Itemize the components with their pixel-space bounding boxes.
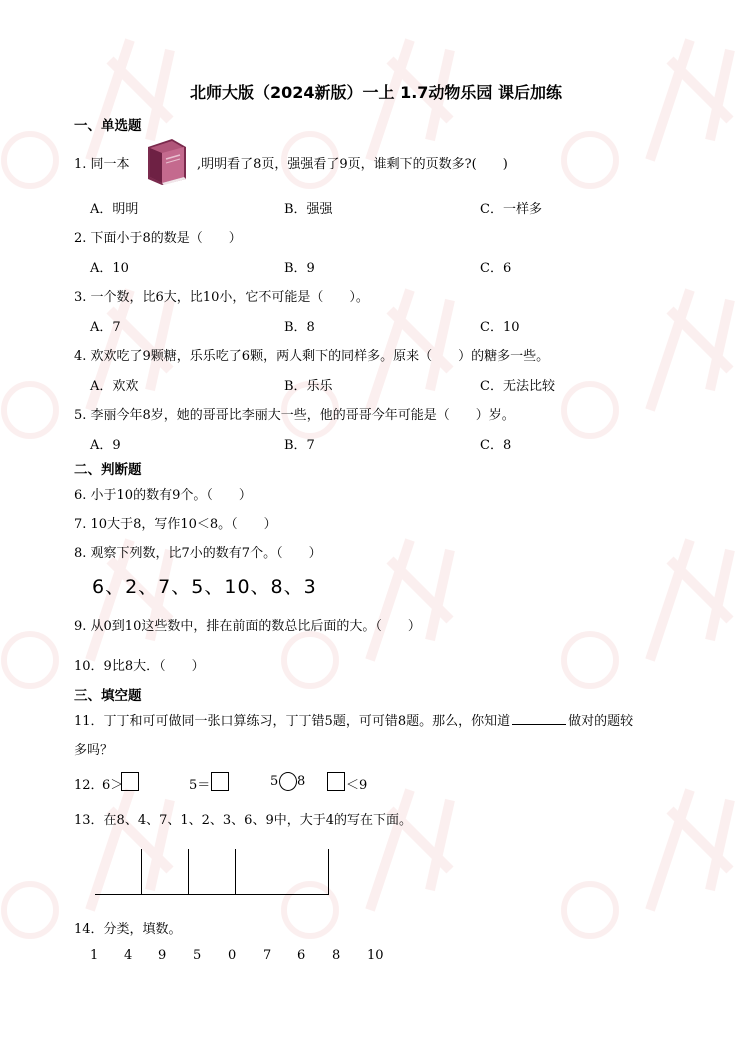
page-title: 北师大版（2024新版）一上 1.7动物乐园 课后加练 [189,83,563,102]
q1-option-b: B．强强 [284,202,333,217]
number-item: 0 [228,948,237,963]
number-item: 5 [193,948,202,963]
q4-option-a: A．欢欢 [90,379,139,394]
question-1 [74,153,130,172]
q5-option-c: C．8 [480,438,512,453]
section-heading-single-choice: 一、单选题 [74,118,142,134]
question-11-post: 做对的题较 [568,714,634,729]
q2-option-a: A．10 [90,261,129,276]
question-7: 7. 10大于8，写作10＜8。（ ） [74,517,277,532]
grid-divider [141,849,142,895]
grid-divider [188,849,189,895]
number-item: 6 [297,948,306,963]
q4-option-c: C．无法比较 [480,379,555,394]
number-item: 9 [158,948,167,963]
q1-option-c: C．一样多 [480,202,542,217]
q5-option-a: A．9 [90,438,121,453]
question-11 [74,710,633,729]
answer-box[interactable] [121,772,139,791]
q12-part-b: 5＝ [189,778,211,793]
answer-circle[interactable] [279,772,297,791]
section-heading-true-false: 二、判断题 [74,462,142,478]
question-8: 8. 观察下列数，比7小的数有7个。（ ） [74,546,322,561]
q12-part-a: 6＞ [102,778,124,793]
number-item: 10 [367,948,384,963]
q12-part-d: ＜9 [346,778,368,793]
question-1-post: ,明明看了8页，强强看了9页，谁剩下的页数多?( ) [197,157,508,172]
q12-part-c2: 8 [297,774,306,789]
question-11-line2: 多吗？ [74,743,114,758]
grid-divider [328,849,329,895]
question-13: 13．在8、4、7、1、2、3、6、9中，大于4的写在下面。 [74,813,412,828]
question-4: 4. 欢欢吃了9颗糖，乐乐吃了6颗，两人剩下的同样多。原来（ ）的糖多一些。 [74,349,550,364]
question-10: 10．9比8大．（ ） [74,659,205,674]
number-item: 4 [124,948,133,963]
number-item: 7 [263,948,272,963]
question-5: 5. 李丽今年8岁，她的哥哥比李丽大一些，他的哥哥今年可能是（ ）岁。 [74,408,515,423]
q3-option-a: A．7 [90,320,121,335]
question-14: 14．分类，填数。 [74,922,182,937]
q2-option-b: B．9 [284,261,315,276]
question-8-number-sequence: 6、2、7、5、10、8、3 [92,576,317,598]
question-9: 9. 从0到10这些数中，排在前面的数总比后面的大。（ ） [74,619,421,634]
answer-box[interactable] [211,772,229,791]
question-2: 2. 下面小于8的数是（ ） [74,231,242,246]
book-icon [142,137,192,187]
question-12-number: 12． [74,778,104,793]
grid-baseline [95,894,328,895]
grid-divider [235,849,236,895]
question-3: 3. 一个数，比6大，比10小，它不可能是（ ）。 [74,290,369,305]
answer-box[interactable] [327,772,345,791]
answer-blank[interactable] [512,712,566,725]
q1-option-a: A．明明 [90,202,139,217]
question-6: 6. 小于10的数有9个。（ ） [74,488,252,503]
question-1-pre: 同一本 [90,157,130,172]
q3-option-b: B．8 [284,320,315,335]
q12-part-c1: 5 [270,774,279,789]
number-item: 1 [90,948,99,963]
question-1-number: 1. [74,157,87,172]
q4-option-b: B．乐乐 [284,379,333,394]
q2-option-c: C．6 [480,261,512,276]
q5-option-b: B．7 [284,438,315,453]
question-11-pre: 11．丁丁和可可做同一张口算练习，丁丁错5题，可可错8题。那么，你知道 [74,714,511,729]
section-heading-fill-in: 三、填空题 [74,688,142,704]
q3-option-c: C．10 [480,320,520,335]
number-item: 8 [332,948,341,963]
